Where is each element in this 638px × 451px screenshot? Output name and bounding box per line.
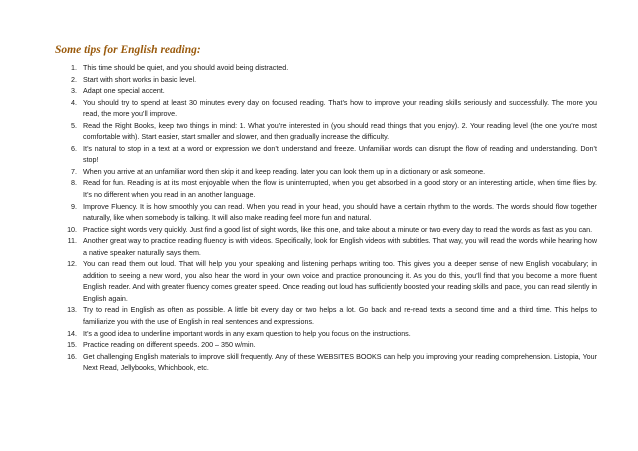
list-item — [57, 305, 597, 328]
list-item-number: 11. — [67, 237, 77, 246]
list-item — [57, 121, 597, 144]
list-item — [57, 86, 597, 98]
list-item-text: Try to read in English as often as possible. A little bit every day or two helps a lot. Go back and re-read texts a second time and a third time. This helps to familiarize you with the use of English in real sentences and expressions. — [83, 306, 597, 327]
list-item-text: Adapt one special accent. — [83, 87, 165, 96]
list-item-number: 13. — [67, 306, 77, 315]
list-item-text: Read for fun. Reading is at its most enjoyable when the flow is uninterrupted, when you get absorbed in a good story or an interesting article, when time flies by. It’s no different when you read in an another language. — [83, 179, 597, 200]
list-item-text: Improve Fluency. It is how smoothly you can read. When you read in your head, you should have a certain rhythm to the words. The words should flow together naturally, like when somebody is talking. It will also make reading feel more fun and natural. — [83, 202, 597, 223]
list-item — [57, 98, 597, 121]
list-item-number: 15. — [67, 341, 77, 350]
list-item-text: You can read them out loud. That will help you your speaking and listening perhaps writing too. This gives you a deeper sense of new English vocabulary; in addition to seeing a new word, you also hear the word in your own voice and practice pronouncing it. As you do this, you’ll find that you become a more fluent English reader. And with greater fluency comes greater speed. Once reading out loud has sufficiently boosted your reading skills and pace, you can read silently in English again. — [83, 260, 597, 303]
list-item — [57, 340, 597, 352]
list-item-number: 5. — [71, 121, 77, 130]
list-item-number: 12. — [67, 260, 77, 269]
list-item-text: Practice reading on different speeds. 200 – 350 w/min. — [83, 341, 256, 350]
list-item-number: 14. — [67, 329, 77, 338]
list-item-text: When you arrive at an unfamiliar word then skip it and keep reading. later you can look them up in a dictionary or ask someone. — [83, 167, 486, 176]
list-item-number: 1. — [71, 64, 77, 72]
list-item-number: 6. — [71, 144, 77, 153]
list-item-number: 4. — [71, 98, 77, 107]
list-item-number: 10. — [67, 225, 77, 234]
list-item-number: 2. — [71, 75, 77, 84]
list-item-text: Get challenging English materials to improve skill frequently. Any of these WEBSITES BOOKS can help you improving your reading comprehension. Listopia, Your Next Read, Jellybooks, Whichbook, etc. — [83, 352, 597, 373]
list-item — [57, 236, 597, 259]
list-item — [57, 329, 597, 341]
list-item-number: 8. — [71, 179, 77, 188]
list-item — [57, 167, 597, 179]
list-item — [57, 352, 597, 375]
list-item — [57, 75, 597, 87]
list-item-text: Start with short works in basic level. — [83, 75, 197, 84]
page-title: Some tips for English reading: — [55, 44, 201, 56]
list-item-number: 7. — [71, 167, 77, 176]
list-item-text: It’s a good idea to underline important words in any exam question to help you focus on the instructions. — [83, 329, 411, 338]
list-item-number: 16. — [67, 352, 77, 361]
list-item-number: 9. — [71, 202, 77, 211]
list-item — [57, 63, 597, 75]
list-item-text: Read the Right Books, keep two things in mind: 1. What you’re interested in (you should read things that you enjoy). 2. Your reading level (the one you’re most comfortable with). Start easier, start smaller and slower, and then gradually increase the difficulty. — [83, 121, 597, 142]
list-item-number: 3. — [71, 87, 77, 96]
tips-list — [57, 63, 597, 375]
list-item — [57, 225, 597, 237]
list-item-text: You should try to spend at least 30 minutes every day on focused reading. That’s how to improve your reading skills seriously and successfully. The more you read, the more you’ll improve. — [83, 98, 597, 119]
list-item-text: This time should be quiet, and you should avoid being distracted. — [83, 64, 289, 72]
list-item-text: It’s natural to stop in a text at a word or expression we don’t understand and freeze. Unfamiliar words can disrupt the flow of reading and understanding. Don’t stop! — [83, 144, 597, 165]
list-item — [57, 202, 597, 225]
list-item — [57, 178, 597, 201]
list-item — [57, 259, 597, 305]
list-item-text: Another great way to practice reading fluency is with videos. Specifically, look for English videos with subtitles. That way, you will read the words while hearing how a native speaker naturally says them. — [83, 237, 597, 257]
list-item — [57, 144, 597, 167]
list-item-text: Practice sight words very quickly. Just find a good list of sight words, like this one, and take about a minute or two every day to read the words as fast as you can. — [83, 225, 593, 234]
